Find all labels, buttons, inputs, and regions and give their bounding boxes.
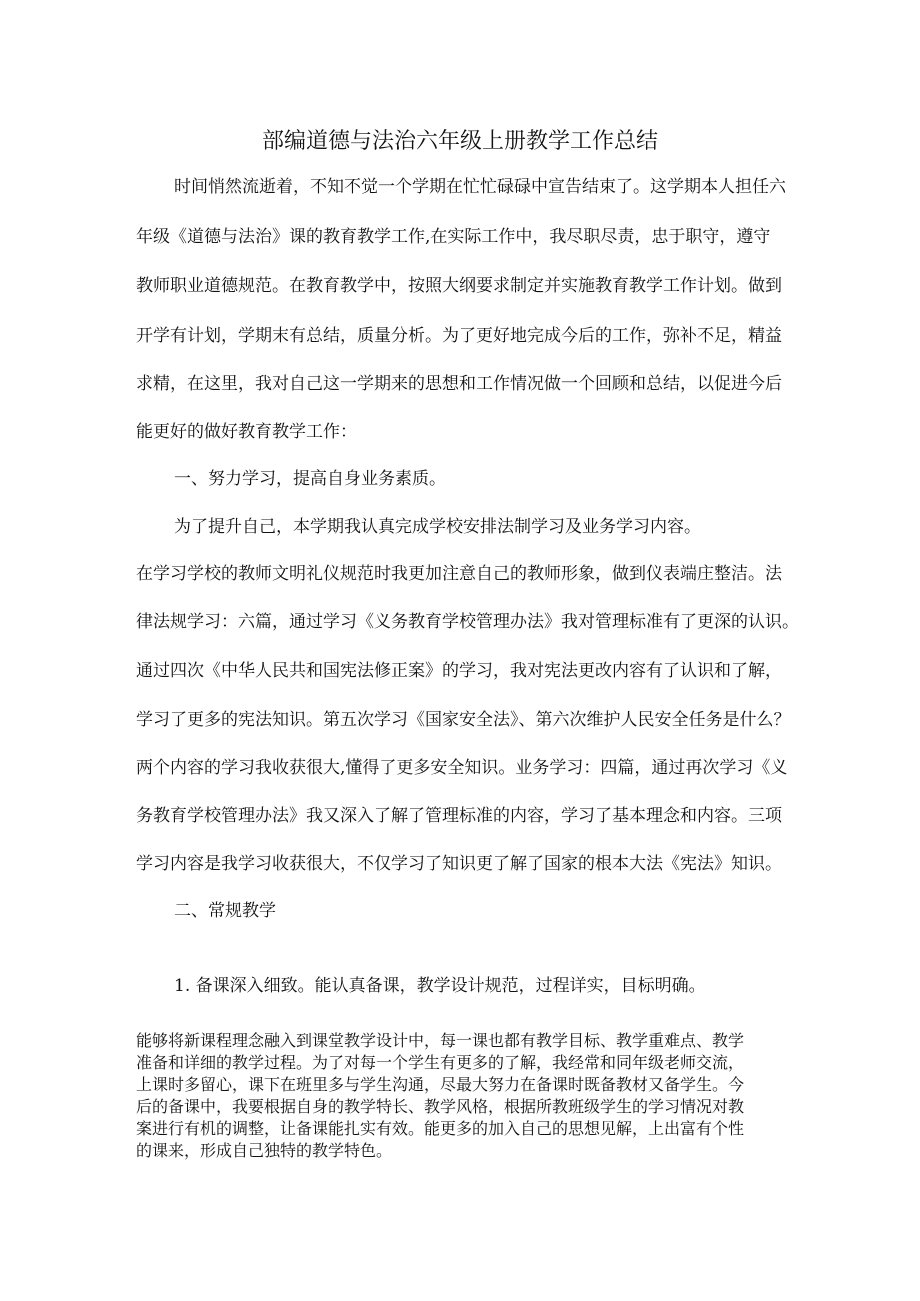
paragraph-line: 准备和详细的教学过程。为了对每一个学生有更多的了解，我经常和同年级老师交流，: [136, 1053, 745, 1072]
paragraph-line: 通过四次《中华人民共和国宪法修正案》的学习，我对宪法更改内容有了认识和了解，: [136, 661, 782, 681]
paragraph-line: 能更好的做好教育教学工作：: [136, 422, 357, 442]
section-heading: 二、常规教学: [174, 901, 276, 921]
paragraph-line: 能够将新课程理念融入到课堂教学设计中，每一课也都有教学目标、教学重难点、教学: [136, 1031, 745, 1050]
section-heading: 一、努力学习，提高自身业务素质。: [174, 469, 446, 489]
paragraph-line: 务教育学校管理办法》我又深入了解了管理标准的内容，学习了基本理念和内容。三项: [136, 806, 782, 826]
paragraph-line: 两个内容的学习我收获很大,懂得了更多安全知识。业务学习：四篇，通过再次学习《义: [136, 758, 788, 778]
paragraph-line: 时间悄然流逝着，不知不觉一个学期在忙忙碌碌中宣告结束了。这学期本人担任六: [174, 177, 786, 197]
paragraph-line: 在学习学校的教师文明礼仪规范时我更加注意自己的教师形象，做到仪表端庄整洁。法: [136, 564, 782, 584]
numbered-item: 1. 备课深入细致。能认真备课，教学设计规范，过程详实，目标明确。: [174, 976, 706, 996]
document-title: 部编道德与法治六年级上册教学工作总结: [261, 129, 658, 154]
paragraph-line: 的课来，形成自己独特的教学特色。: [136, 1141, 393, 1160]
paragraph-line: 为了提升自己，本学期我认真完成学校安排法制学习及业务学习内容。: [174, 517, 701, 537]
paragraph-line: 求精，在这里，我对自己这一学期来的思想和工作情况做一个回顾和总结，以促进今后: [136, 374, 782, 394]
paragraph-line: 学习内容是我学习收获很大，不仅学习了知识更了解了国家的根本大法《宪法》知识。: [136, 854, 782, 874]
paragraph-line: 教师职业道德规范。在教育教学中，按照大纲要求制定并实施教育教学工作计划。做到: [136, 276, 782, 296]
paragraph-line: 年级《道德与法治》课的教育教学工作,在实际工作中，我尽职尽责，忠于职守，遵守: [136, 227, 771, 247]
paragraph-line: 律法规学习：六篇，通过学习《义务教育学校管理办法》我对管理标准有了更深的认识。: [136, 612, 799, 632]
paragraph-line: 案进行有机的调整，让备课能扎实有效。能更多的加入自己的思想见解，上出富有个性: [136, 1119, 745, 1138]
paragraph-line: 后的备课中，我要根据自身的教学特长、教学风格，根据所教班级学生的学习情况对教: [136, 1097, 745, 1116]
paragraph-line: 开学有计划，学期末有总结，质量分析。为了更好地完成今后的工作，弥补不足，精益: [136, 326, 782, 346]
paragraph-line: 学习了更多的宪法知识。第五次学习《国家安全法》、第六次维护人民安全任务是什么？: [136, 710, 791, 730]
paragraph-line: 上课时多留心，课下在班里多与学生沟通，尽最大努力在备课时既备教材又备学生。今: [136, 1075, 745, 1094]
